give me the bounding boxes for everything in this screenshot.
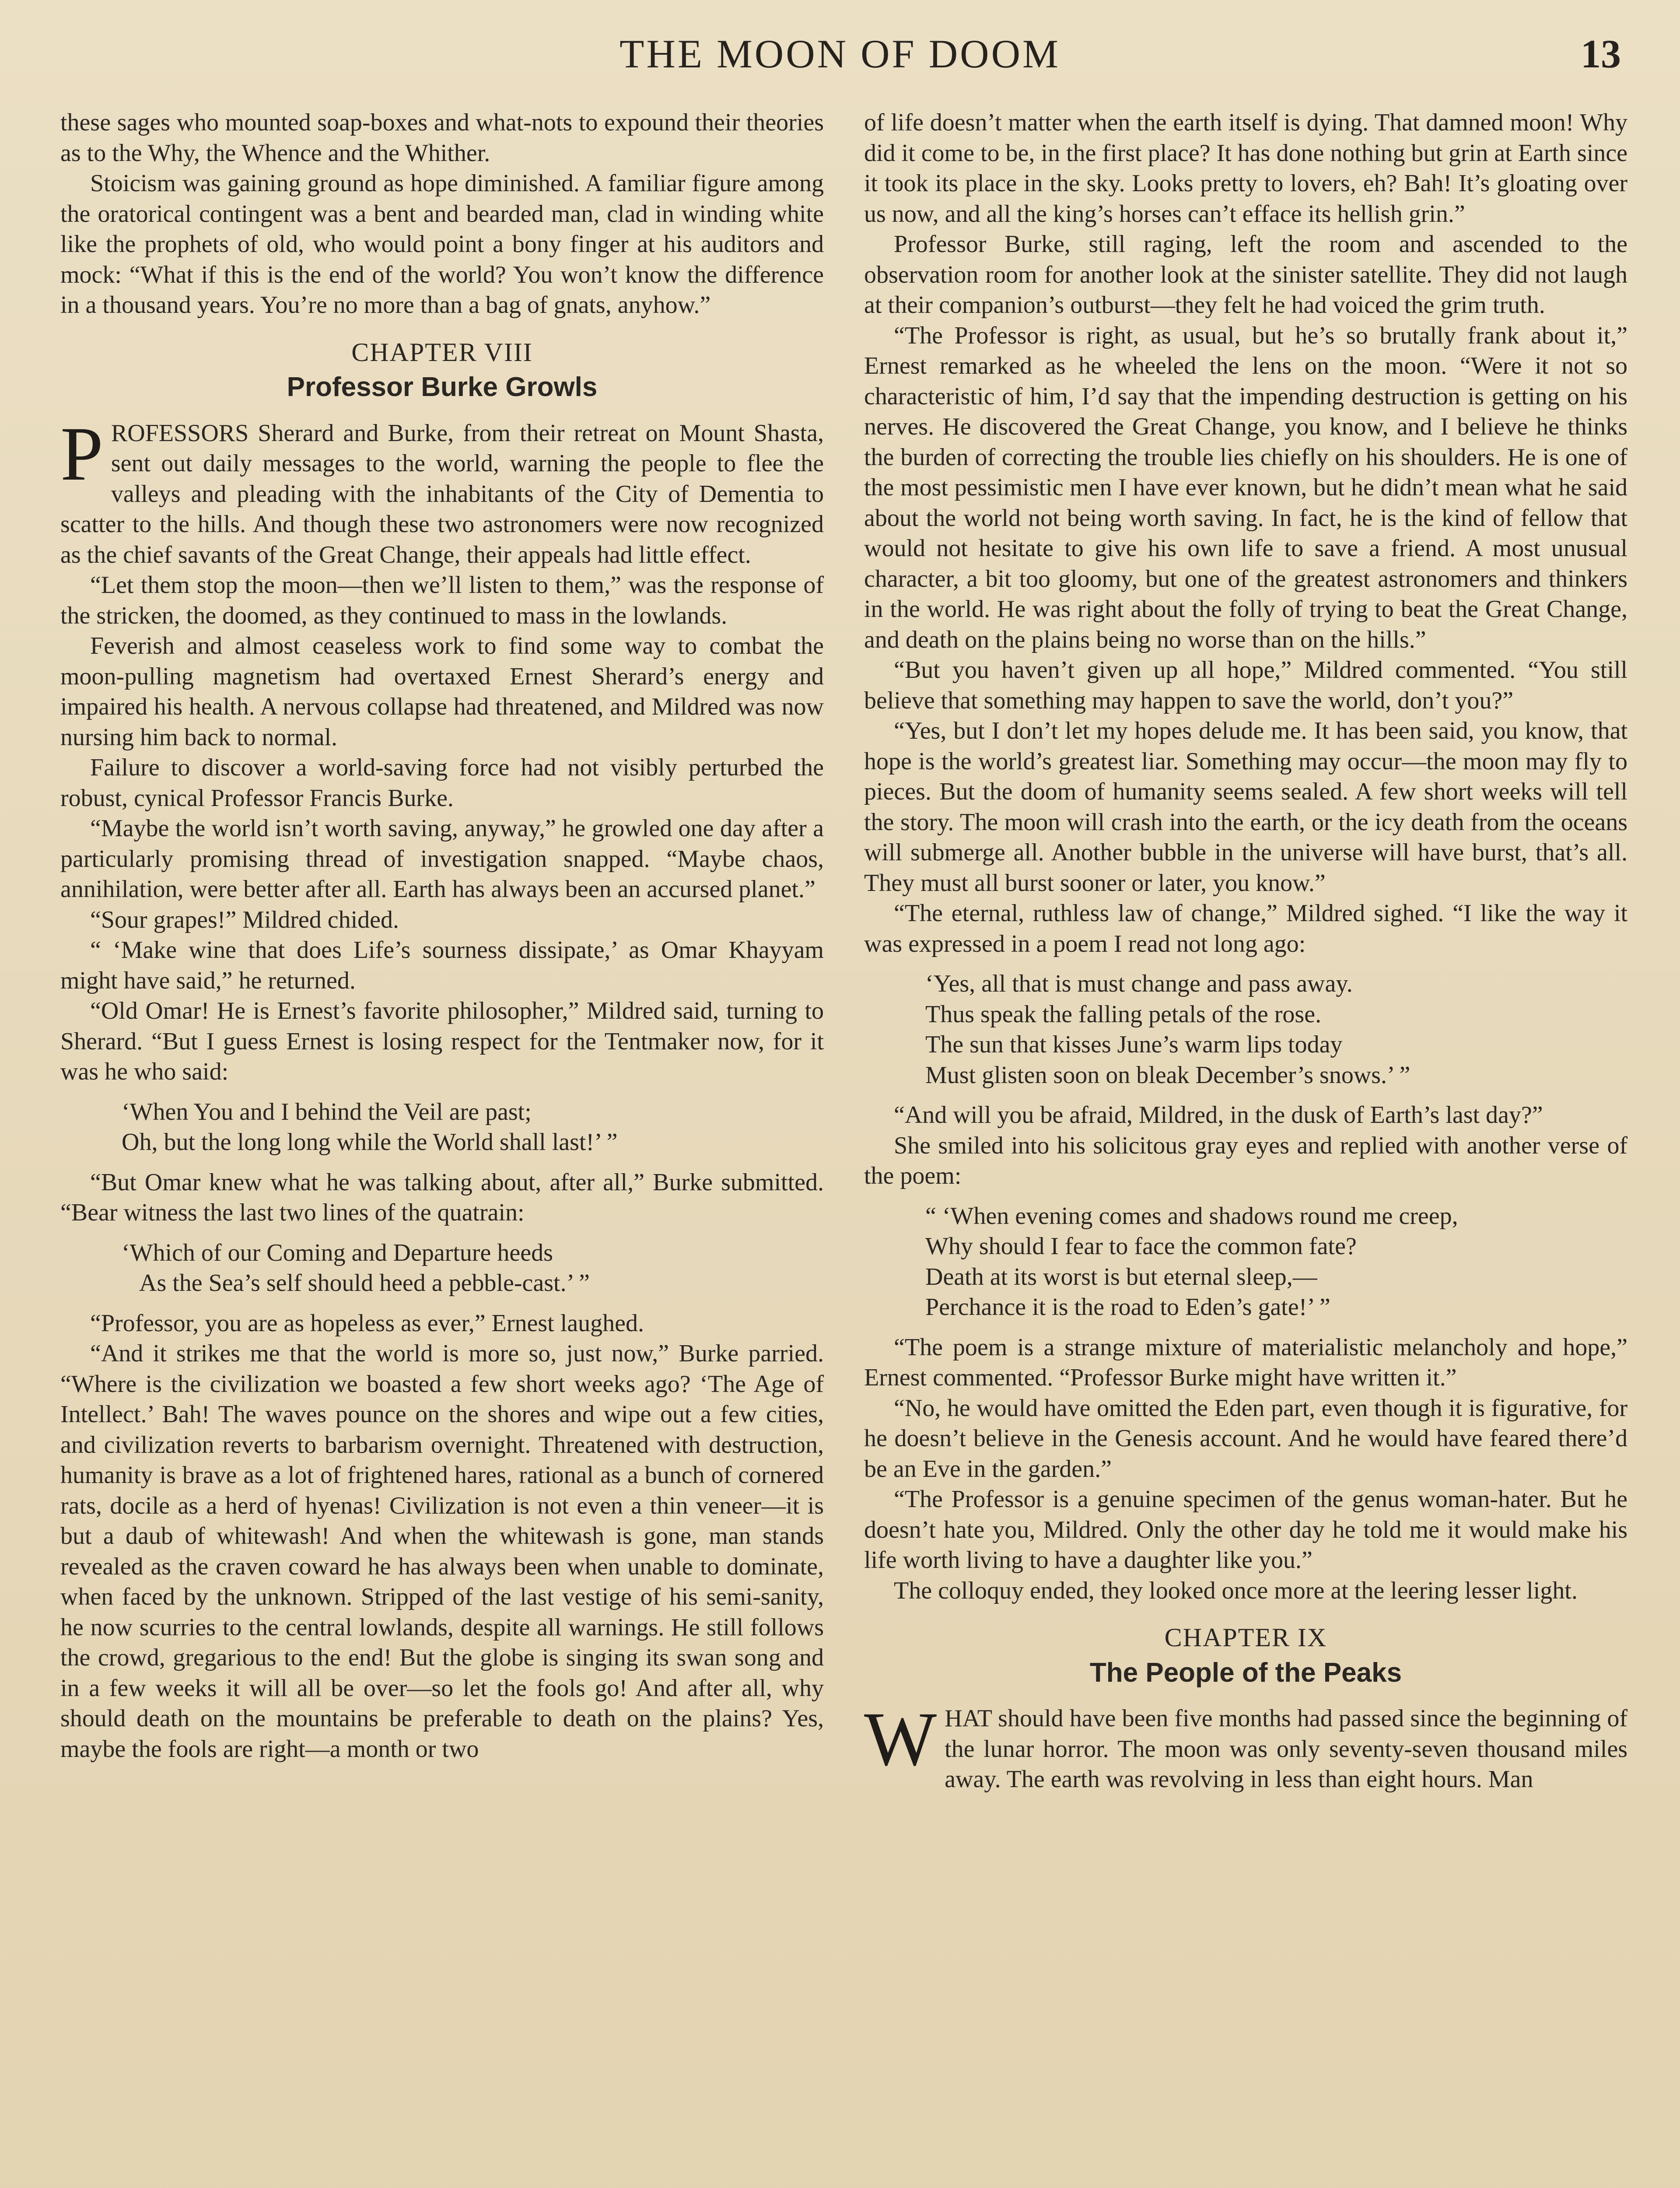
verse-quote — [122, 1097, 824, 1158]
paragraph: Professor Burke, still raging, left the room and ascended to the observation room for another look at the sinister satellite. They did not laugh at their companion’s outburst—they felt he had voiced the grim truth. — [864, 231, 1628, 319]
verse-line: ‘Yes, all that is must change and pass away. — [925, 970, 1353, 997]
verse-line: ‘When You and I behind the Veil are past; — [122, 1098, 532, 1126]
paragraph: “But you haven’t given up all hope,” Mildred commented. “You still believe that something may happen to save the world, don’t you?” — [864, 656, 1628, 714]
paragraph: Stoicism was gaining ground as hope diminished. A familiar figure among the oratorical contingent was a bent and bearded man, clad in winding white like the prophets of old, who would point a bony finger at his auditors and mock: “What if this is the end of the world? You won’t know the difference in a thousand years. You’re no more than a bag of gnats, anyhow.” — [60, 170, 824, 319]
paragraph: “Yes, but I don’t let my hopes delude me. It has been said, you know, that hope is the world’s greatest liar. Something may occur—the moon may fly to pieces. But the doom of humanity seems sealed. A few short weeks will tell the story. The moon will crash into the earth, or the icy death from the oceans will submerge all. Another bubble in the universe will have burst, that’s all. They must all burst sooner or later, you know.” — [864, 717, 1628, 897]
paragraph: “And it strikes me that the world is more so, just now,” Burke parried. “Where is the civilization we boasted a few short weeks ago? ‘The Age of Intellect.’ Bah! The waves pounce on the shores and wipe out a few cities, and civilization reverts to barbarism overnight. Threatened with destruction, humanity is brave as a lot of frightened hares, rational as a bunch of cornered rats, docile as a herd of hyenas! Civilization is not even a thin veneer—it is but a daub of whitewash! And when the whitewash is gone, man stands revealed as the craven coward he has always been when unable to dominate, when faced by the unknown. Stripped of the last vestige of his semi-sanity, he now scurries to the central lowlands, despite all warnings. He still follows the crowd, gregarious to the end! But the globe is singing its swan song and in a few weeks it will all be over—so let the fools go! And after all, why should death on the mountains be preferable to death on the plains? Yes, maybe the fools are right—a month or two — [60, 1340, 824, 1763]
paragraph: She smiled into his solicitous gray eyes and replied with another verse of the poem: — [864, 1132, 1628, 1189]
paragraph: “The Professor is a genuine specimen of the genus woman-hater. But he doesn’t hate you, Mildred. Only the other day he told me it would make his life worth living to have a daughter like you.” — [864, 1486, 1628, 1574]
chapter-heading: CHAPTER VIII — [351, 337, 533, 367]
paragraph-text: HAT should have been five months had passed since the beginning of the lunar horror. The moon was only seventy-seven thousand miles away. The earth was revolving in less than eight hours. Man — [945, 1705, 1628, 1793]
paragraph: “The eternal, ruthless law of change,” Mildred sighed. “I like the way it was expressed in a poem I read not long ago: — [864, 900, 1628, 957]
verse-line: Death at its worst is but eternal sleep,— — [925, 1263, 1317, 1290]
paragraph: of life doesn’t matter when the earth itself is dying. That damned moon! Why did it come to be, in the first place? It has done nothing but grin at Earth since it took its place in the sky. Looks pretty to lovers, eh? Bah! It’s gloating over us now, and all the king’s horses can’t efface its hellish grin.” — [864, 109, 1628, 228]
paragraph: Feverish and almost ceaseless work to find some way to combat the moon-pulling magnetism had overtaxed Ernest Sherard’s energy and impaired his health. A nervous collapse had threatened, and Mildred was now nursing him back to normal. — [60, 632, 824, 751]
drop-cap: W — [864, 1697, 937, 1782]
paragraph: “The Professor is right, as usual, but he’s so brutally frank about it,” Ernest remarked as he wheeled the lens on the moon. “Were it not so characteristic of him, I’d say that the impending destruction is getting on his nerves. He discovered the Great Change, you know, and I believe he thinks the burden of correcting the trouble lies chiefly on his shoulders. He is one of the most pessimistic men I have ever known, but he didn’t mean what he said about the world not being worth saving. In fact, he is the kind of fellow that would not hesitate to give his own life to save a friend. A most unusual character, a bit too gloomy, but one of the greatest astronomers and thinkers in the world. He was right about the folly of trying to beat the Great Change, and death on the plains being no worse than on the hills.” — [864, 322, 1628, 653]
paragraph: “No, he would have omitted the Eden part, even though it is figurative, for he doesn’t believe in the Genesis account. And he would have feared there’d be an Eve in the garden.” — [864, 1394, 1628, 1483]
paragraph: “Let them stop the moon—then we’ll listen to them,” was the response of the stricken, the doomed, as they continued to mass in the lowlands. — [60, 572, 824, 629]
verse-line: Oh, but the long long while the World shall last!’ ” — [122, 1129, 618, 1156]
verse-line: ‘Which of our Coming and Departure heeds — [122, 1239, 553, 1266]
verse-line: “ ‘When evening comes and shadows round me creep, — [925, 1202, 1458, 1230]
verse-line: The sun that kisses June’s warm lips today — [925, 1031, 1343, 1058]
chapter-title: Professor Burke Growls — [287, 372, 598, 402]
chapter-title: The People of the Peaks — [1089, 1657, 1402, 1688]
verse-line: Must glisten soon on bleak December’s snows.’ ” — [925, 1061, 1410, 1089]
right-column — [864, 108, 1628, 2188]
paragraph: “Professor, you are as hopeless as ever,” Ernest laughed. — [90, 1309, 644, 1337]
chapter-heading: CHAPTER IX — [1164, 1623, 1327, 1652]
page-number: 13 — [1581, 32, 1621, 76]
paragraph: “Sour grapes!” Mildred chided. — [90, 906, 399, 933]
paragraph: “And will you be afraid, Mildred, in the dusk of Earth’s last day?” — [894, 1101, 1543, 1129]
paragraph: “But Omar knew what he was talking about, after all,” Burke submitted. “Bear witness the last two lines of the quatrain: — [60, 1168, 824, 1226]
running-title: THE MOON OF DOOM — [620, 32, 1060, 76]
paragraph: “ ‘Make wine that does Life’s sourness dissipate,’ as Omar Khayyam might have said,” he returned. — [60, 936, 824, 994]
chapter-opening-paragraph — [60, 411, 824, 571]
verse-line: Why should I fear to face the common fate? — [925, 1233, 1357, 1260]
paragraph: Failure to discover a world-saving force had not visibly perturbed the robust, cynical Professor Francis Burke. — [60, 754, 824, 812]
verse-quote — [925, 1201, 1628, 1323]
paragraph: “Old Omar! He is Ernest’s favorite philosopher,” Mildred said, turning to Sherard. “But I guess Ernest is losing respect for the Tentmaker now, for it was he who said: — [60, 997, 824, 1085]
left-column — [60, 108, 824, 2188]
paragraph: “Maybe the world isn’t worth saving, anyway,” he growled one day after a particularly promising thread of investigation snapped. “Maybe chaos, annihilation, were better after all. Earth has always been an accursed planet.” — [60, 815, 824, 903]
verse-quote — [122, 1238, 824, 1299]
verse-line: As the Sea’s self should heed a pebble-cast.’ ” — [139, 1269, 590, 1297]
drop-cap: P — [60, 411, 103, 497]
verse-line: Perchance it is the road to Eden’s gate!’ ” — [925, 1294, 1330, 1321]
verse-line: Thus speak the falling petals of the rose. — [925, 1000, 1322, 1028]
paragraph: The colloquy ended, they looked once more at the leering lesser light. — [894, 1577, 1578, 1604]
paragraph: “The poem is a strange mixture of materialistic melancholy and hope,” Ernest commented. “Professor Burke might have written it.” — [864, 1333, 1628, 1391]
verse-quote — [925, 969, 1628, 1090]
paragraph-text: ROFESSORS Sherard and Burke, from their retreat on Mount Shasta, sent out daily messages to the world, warning the people to flee the valleys and pleading with the inhabitants of the City of Dementia to scatter to the hills. And though these two astronomers were now recognized as the chief savants of the Great Change, their appeals had little effect. — [60, 419, 824, 568]
chapter-opening-paragraph — [864, 1697, 1628, 1795]
paragraph: these sages who mounted soap-boxes and what-nots to expound their theories as to the Why, the Whence and the Whither. — [60, 109, 824, 167]
